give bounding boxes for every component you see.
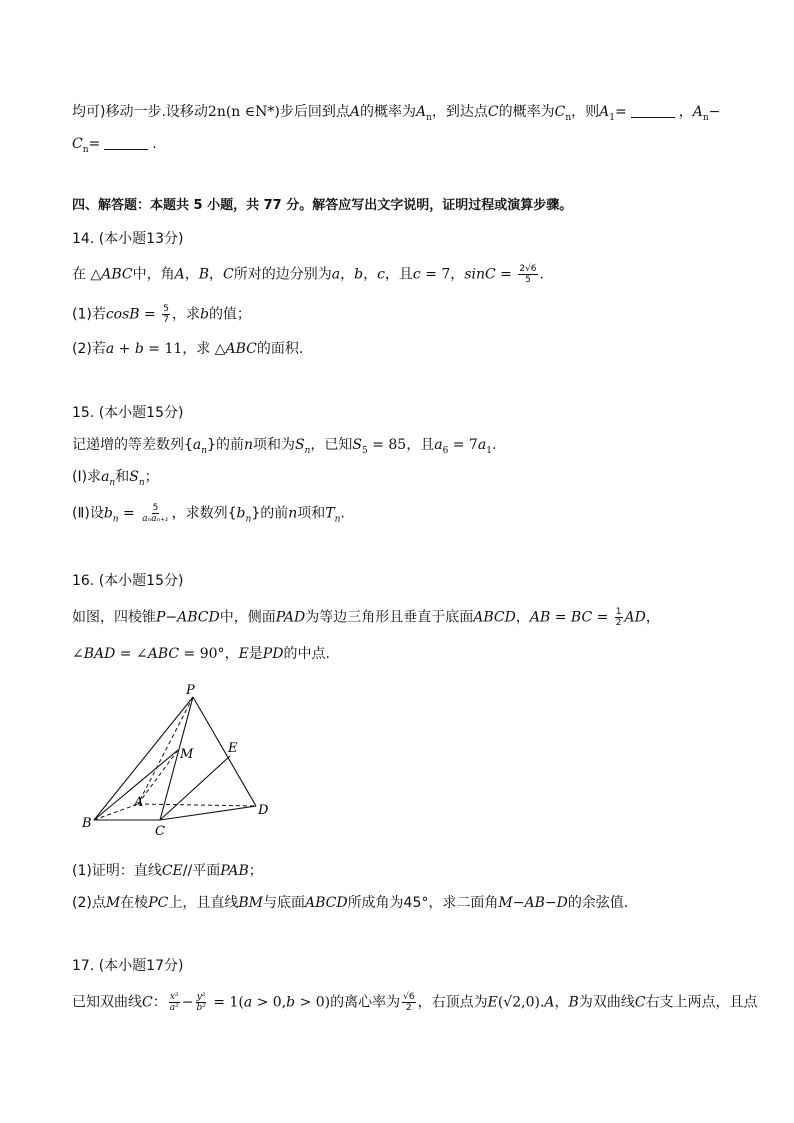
edge-pb [94, 697, 193, 820]
fraction: $\frac{2√6}{5}$ [519, 264, 537, 285]
continuation-line-1: 均可)移动一步.设移动2n(n ∈N*)步后回到点A的概率为$A_n$，到达点C的概率为$C_n$，则$A_1=$ ，$A_n-$ [72, 104, 721, 123]
q15-heading: 15. (本小题15分) [72, 405, 184, 421]
q16-part-2: (2)点M在棱PC上，且直线BM与底面ABCD所成角为45°，求二面角M−AB−D的余弦值. [72, 895, 629, 911]
q14-heading: 14. (本小题13分) [72, 231, 184, 247]
edge-pd [193, 697, 256, 806]
fraction: $\frac{\text{y²}}{\text{b²}}$ [196, 992, 206, 1013]
edge-cd [160, 806, 256, 820]
vertex-label-a: A [134, 795, 144, 810]
continuation-line-2: $C_n=$ . [72, 136, 157, 155]
answer-blank-1[interactable] [631, 105, 675, 118]
q14-part-1: (1)若cosB = $\frac{5}{7}$ ，求b的值； [72, 304, 251, 325]
pyramid-figure [80, 680, 280, 840]
vertex-label-c: C [155, 824, 165, 839]
section-4-header: 四、解答题：本题共 5 小题，共 77 分。解答应写出文字说明，证明过程或演算步骤。 [72, 198, 573, 213]
q15-statement: 记递增的等差数列$\{a_n\}$的前n项和为$S_n$，已知$S_5 = 85$，且$a_6 = 7a_1$. [72, 437, 497, 456]
vertex-label-e: E [228, 741, 238, 756]
vertex-label-p: P [186, 683, 195, 698]
q17-statement: 已知双曲线C： $\frac{\text{x²}}{\text{a²}}$ − $\frac{\text{y²}}{\text{b²}}$ = 1(a > 0,b > 0)的离心率为 $\frac{√6}{2}$ ，右顶点为E(√2,0).A，B为双曲线C右支上两点，且点 [72, 992, 758, 1013]
vertex-label-m: M [180, 747, 194, 762]
q14-statement: 在 △ABC中，角A，B，C所对的边分别为a，b，c，且c = 7，sinC = $\frac{2√6}{5}$ . [72, 264, 544, 285]
answer-blank-2[interactable] [104, 137, 148, 150]
q15-part-1: (Ⅰ)求$a_n$和$S_n$； [72, 469, 159, 488]
fraction: $\frac{5}{7}$ [163, 304, 169, 325]
q16-part-1: (1)证明：直线CE//平面PAB； [72, 863, 263, 879]
q14-part-2: (2)若a + b = 11，求 △ABC的面积. [72, 341, 304, 357]
vertex-label-d: D [258, 803, 269, 818]
fraction: $\frac{\text{x²}}{\text{a²}}$ [169, 992, 179, 1013]
q15-part-2: (Ⅱ)设$b_n$ = $\frac{5}{\text{aₙaₙ₊₁}}$ ，求数列$\{b_n\}$的前n项和$T_n$. [72, 503, 345, 525]
vertex-label-b: B [82, 816, 92, 831]
fraction: $\frac{√6}{2}$ [403, 992, 415, 1013]
edge-ad [138, 804, 256, 806]
q16-heading: 16. (本小题15分) [72, 573, 184, 589]
q16-statement-1: 如图，四棱锥P−ABCD中，侧面PAD为等边三角形且垂直于底面ABCD，AB = BC = $\frac{1}{2}$ AD， [72, 607, 660, 628]
edge-ce [160, 756, 230, 820]
q17-heading: 17. (本小题17分) [72, 958, 184, 974]
fraction: $\frac{1}{2}$ [615, 607, 622, 628]
q16-statement-2: ∠BAD = ∠ABC = 90°，E是PD的中点. [72, 646, 330, 662]
fraction: $\frac{5}{\text{aₙaₙ₊₁}}$ [142, 503, 169, 524]
